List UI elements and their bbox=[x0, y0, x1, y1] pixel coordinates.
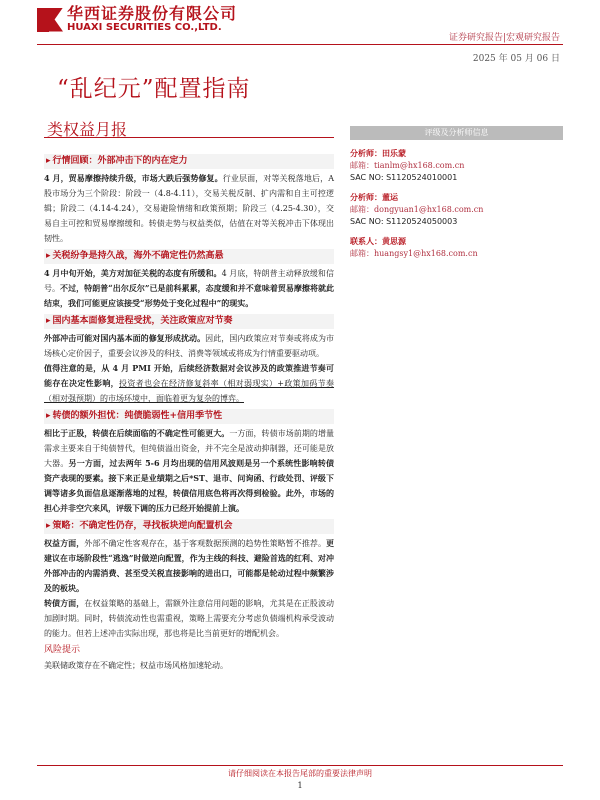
report-title: “乱纪元”配置指南 bbox=[57, 76, 251, 102]
analyst-role: 分析师： bbox=[350, 193, 382, 202]
report-date: 2025 年 05 月 06 日 bbox=[472, 54, 560, 64]
body-text: 因此，国内政策应对节奏或将成为市场核心定价因子，重要会议涉及的科技、消费等领域或将成为行情重要驱动项。 bbox=[44, 334, 334, 358]
analyst-sac: SAC NO: S1120524010001 bbox=[350, 173, 458, 182]
email-value: huangsy1@hx168.com.cn bbox=[374, 249, 478, 258]
bold-lead: 值得注意的是，从 4 月 PMI 开始，后续经济数据对会议涉及的政策推进节奏可能存在决定性影响， bbox=[44, 363, 334, 388]
main-content bbox=[44, 151, 334, 673]
analyst-name-text: 董运 bbox=[382, 193, 398, 202]
analyst-name bbox=[350, 236, 563, 248]
section-heading-text: 关税纷争是持久战，海外不确定性仍然高悬 bbox=[52, 251, 224, 261]
body-text: 一方面，转债市场前期的增量需求主要来自于纯债替代，但纯债溢出资金，并不完全是波动抑制器，还可能是放大器。 bbox=[44, 429, 334, 468]
email-label: 邮箱： bbox=[350, 161, 374, 170]
bold-text: 更建议在市场阶段性“逃逸”时做逆向配置，作为主线的科技、避险首选的红利、对冲外部冲击的内需消费、甚至受关税直接影响的进出口，可能都是轮动过程中频繁涉及的板块。 bbox=[44, 538, 335, 593]
email-value: dongyuan1@hx168.com.cn bbox=[374, 205, 484, 214]
triangle-icon: ▸ bbox=[46, 251, 51, 261]
section-heading-text: 国内基本面修复进程受扰，关注政策应对节奏 bbox=[52, 316, 233, 326]
analyst-card bbox=[350, 192, 563, 228]
analyst-sidebar bbox=[350, 126, 563, 260]
bold-lead: 4 月中旬开始，美方对加征关税的态度有所缓和。 bbox=[44, 268, 222, 278]
analyst-sac: SAC NO: S1120524050003 bbox=[350, 217, 458, 226]
triangle-icon: ▸ bbox=[46, 316, 51, 326]
section-heading-text: 转债的额外担忧：纯债脆弱性+信用季节性 bbox=[52, 411, 223, 421]
bold-lead: 4 月，贸易摩擦持续升级，市场大跌后强势修复。 bbox=[44, 173, 223, 183]
analyst-name-text: 田乐蒙 bbox=[382, 149, 406, 158]
section-heading bbox=[44, 314, 334, 329]
section-heading bbox=[44, 154, 334, 169]
paragraph bbox=[44, 361, 334, 406]
bold-text: 不过，特朗普“出尔反尔”已是前科累累，态度缓和并不意味着贸易摩擦将就此结束，我们可能更应该接受“形势处于变化过程中”的现实。 bbox=[44, 283, 334, 308]
header-divider bbox=[37, 44, 563, 45]
triangle-icon: ▸ bbox=[46, 156, 51, 166]
section-heading bbox=[44, 409, 334, 424]
paragraph bbox=[44, 536, 334, 596]
company-logo bbox=[37, 5, 237, 34]
paragraph bbox=[44, 171, 334, 246]
underlined-text: 投资者也会在经济修复斜率（相对弱现实）+政策加码节奏（相对强预期）的市场环境中，面临着更为复杂的博弈。 bbox=[44, 379, 335, 403]
body-text: 4 月底，特朗普主动释放缓和信号。 bbox=[44, 269, 334, 293]
bold-text: 另一方面，过去两年 5-6 月均出现的信用风波则是另一个系统性影响转债资产表现的要素。接下来正是业绩期之后*ST、退市、问询函、行政处罚、评级下调等诸多负面信息逐渐落地的过程，转债信用底色将再次得到检验。此外，市场的担心并非空穴来风，评级下调的压力已经开始提前上演。 bbox=[44, 458, 334, 513]
bold-lead: 外部冲击可能对国内基本面的修复形成扰动。 bbox=[44, 333, 206, 343]
analyst-card bbox=[350, 148, 563, 184]
footer-divider bbox=[37, 765, 563, 766]
section-heading bbox=[44, 519, 334, 534]
analyst-email bbox=[350, 248, 563, 260]
bold-lead: 权益方面， bbox=[44, 538, 85, 548]
section-heading-text: 行情回顾：外部冲击下的内在定力 bbox=[52, 156, 188, 166]
body-text: 在权益策略的基础上，需额外注意信用问题的影响，尤其是在正股波动加剧时期。同时，转债流动性也需重视，策略上需要充分考虑负债端机构承受波动的能力。但若上述冲击实际出现，那也将是比当前更好的增配机会。 bbox=[44, 599, 335, 638]
analyst-name bbox=[350, 148, 563, 160]
subtitle-divider bbox=[44, 137, 334, 138]
huaxi-logo-icon bbox=[37, 8, 63, 32]
paragraph bbox=[44, 331, 334, 361]
triangle-icon: ▸ bbox=[46, 411, 51, 421]
analyst-name-text: 黄思源 bbox=[382, 237, 406, 246]
email-label: 邮箱： bbox=[350, 205, 374, 214]
analyst-card bbox=[350, 236, 563, 260]
analyst-role: 联系人： bbox=[350, 237, 382, 246]
bold-lead: 相比于正股，转债在后续面临的不确定性可能更大。 bbox=[44, 428, 230, 438]
analyst-email bbox=[350, 204, 563, 216]
risk-heading: 风险提示 bbox=[44, 645, 81, 655]
paragraph bbox=[44, 266, 334, 311]
paragraph bbox=[44, 596, 334, 641]
legal-notice: 请仔细阅读在本报告尾部的重要法律声明 bbox=[228, 769, 372, 778]
bold-lead: 转债方面， bbox=[44, 598, 85, 608]
analyst-name bbox=[350, 192, 563, 204]
triangle-icon: ▸ bbox=[46, 521, 51, 531]
page-number: 1 bbox=[297, 781, 303, 790]
section-heading bbox=[44, 249, 334, 264]
email-label: 邮箱： bbox=[350, 249, 374, 258]
section-heading-text: 策略：不确定性仍存，寻找板块逆向配置机会 bbox=[52, 521, 233, 531]
risk-text: 美联储政策存在不确定性；权益市场风格加速轮动。 bbox=[44, 661, 228, 670]
paragraph bbox=[44, 426, 334, 516]
email-value: tianlm@hx168.com.cn bbox=[374, 161, 465, 170]
analyst-email bbox=[350, 160, 563, 172]
analyst-role: 分析师： bbox=[350, 149, 382, 158]
sidebar-header: 评级及分析师信息 bbox=[350, 126, 563, 140]
report-subtitle: 类权益月报 bbox=[47, 120, 128, 139]
body-text: 外部不确定性客观存在，基于客观数据预测的趋势性策略暂不推荐。 bbox=[84, 539, 327, 548]
body-text: 行业层面，对等关税落地后，A 股市场分为三个阶段：阶段一（4.8-4.11），交易关税反制、扩内需和自主可控逻辑；阶段二（4.14-4.24），交易避险情绪和政策预期；阶段三（4.25-4.30），交易自主可控和贸易摩擦缓和。转债走势与权益类似，估值在对等关税冲击下体现出韧性。 bbox=[44, 174, 334, 243]
company-name-en: HUAXI SECURITIES CO.,LTD. bbox=[67, 22, 222, 33]
doc-type: 证券研究报告|宏观研究报告 bbox=[448, 33, 560, 43]
company-name-cn: 华西证券股份有限公司 bbox=[67, 4, 238, 23]
